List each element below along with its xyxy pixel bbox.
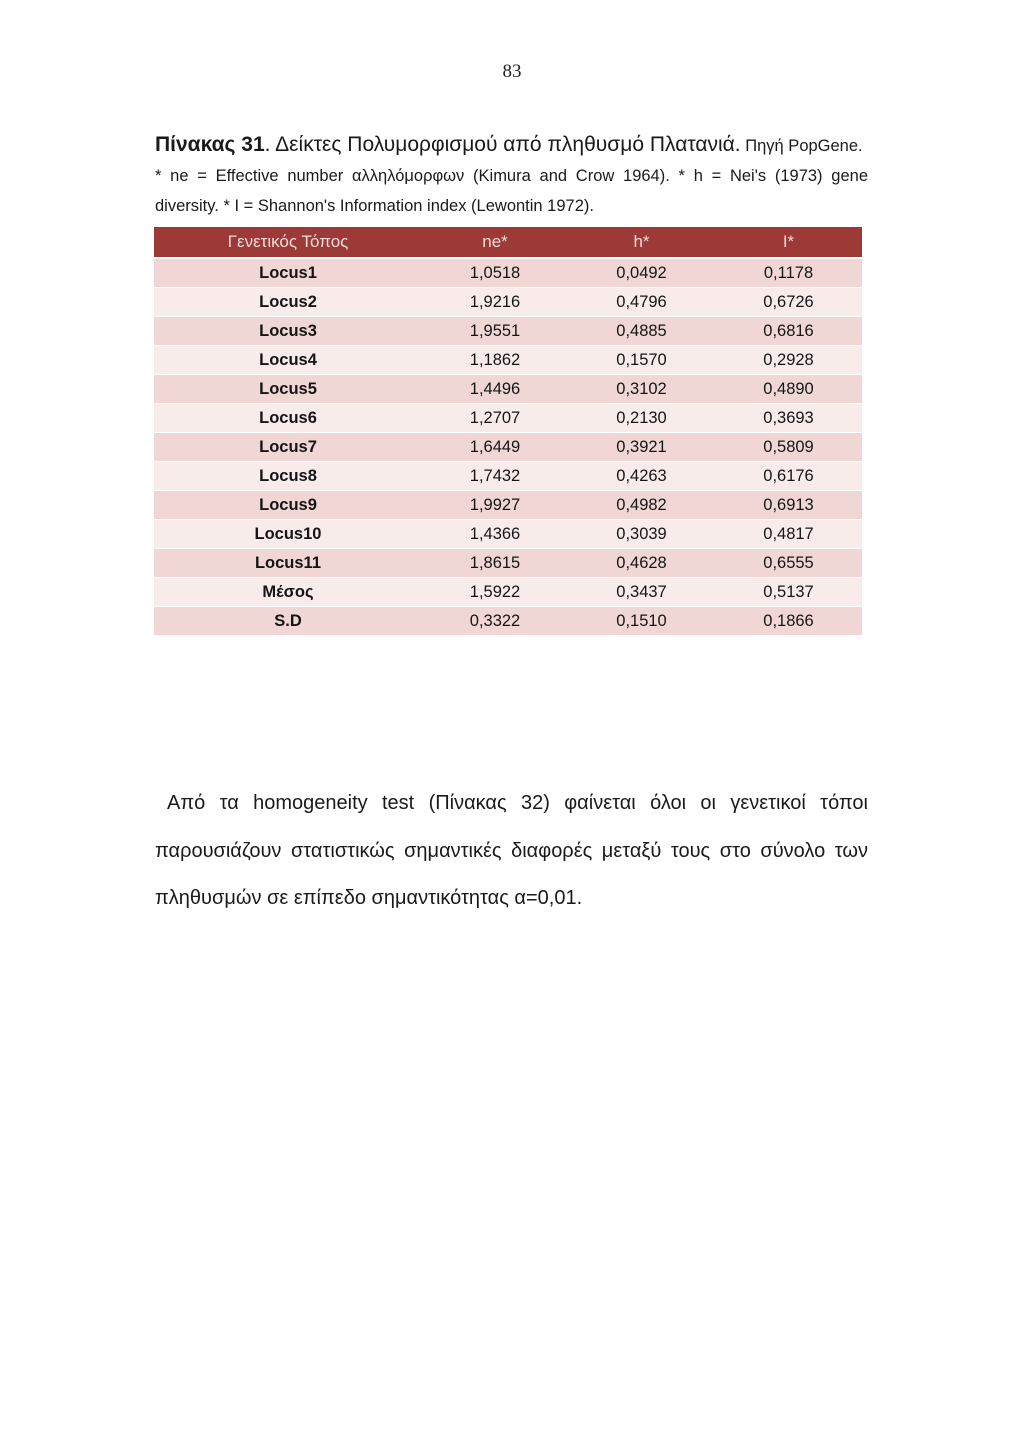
cell-ne: 1,4496 — [422, 375, 568, 404]
table-row — [154, 433, 862, 462]
cell-i: 0,1866 — [715, 607, 862, 636]
cell-ne: 1,5922 — [422, 578, 568, 607]
cell-i: 0,6555 — [715, 549, 862, 578]
cell-i: 0,6726 — [715, 288, 862, 317]
cell-h: 0,3437 — [568, 578, 715, 607]
cell-ne: 1,9927 — [422, 491, 568, 520]
cell-ne: 1,9551 — [422, 317, 568, 346]
cell-i: 0,2928 — [715, 346, 862, 375]
cell-h: 0,4628 — [568, 549, 715, 578]
cell-i: 0,6913 — [715, 491, 862, 520]
table-row — [154, 404, 862, 433]
table-body — [154, 258, 862, 636]
header-i: I* — [715, 227, 862, 258]
table-row — [154, 317, 862, 346]
cell-h: 0,1570 — [568, 346, 715, 375]
polymorphism-table — [154, 227, 862, 636]
cell-ne: 1,4366 — [422, 520, 568, 549]
cell-ne: 1,9216 — [422, 288, 568, 317]
cell-ne: 1,1862 — [422, 346, 568, 375]
cell-h: 0,3039 — [568, 520, 715, 549]
cell-h: 0,3921 — [568, 433, 715, 462]
cell-i: 0,5137 — [715, 578, 862, 607]
cell-ne: 1,8615 — [422, 549, 568, 578]
cell-locus: Locus10 — [154, 520, 422, 549]
caption-title-line — [155, 133, 741, 156]
cell-ne: 1,6449 — [422, 433, 568, 462]
cell-ne: 1,7432 — [422, 462, 568, 491]
cell-i: 0,4890 — [715, 375, 862, 404]
cell-locus: S.D — [154, 607, 422, 636]
cell-locus: Locus1 — [154, 258, 422, 288]
cell-i: 0,4817 — [715, 520, 862, 549]
cell-ne: 1,2707 — [422, 404, 568, 433]
cell-locus: Locus7 — [154, 433, 422, 462]
header-ne: ne* — [422, 227, 568, 258]
table-row — [154, 375, 862, 404]
table-row — [154, 607, 862, 636]
cell-locus: Locus5 — [154, 375, 422, 404]
table-row — [154, 520, 862, 549]
cell-i: 0,6816 — [715, 317, 862, 346]
table-row — [154, 288, 862, 317]
cell-locus: Μέσος — [154, 578, 422, 607]
caption-notes: * ne = Effective number αλληλόμορφων (Kimura and Crow 1964). * h = Nei's (1973) gene diversity. * I = Shannon's Information index (Lewontin 1972). — [155, 167, 868, 215]
cell-i: 0,6176 — [715, 462, 862, 491]
cell-h: 0,4885 — [568, 317, 715, 346]
cell-i: 0,5809 — [715, 433, 862, 462]
table-caption — [155, 130, 868, 221]
cell-h: 0,2130 — [568, 404, 715, 433]
body-paragraph: Από τα homogeneity test (Πίνακας 32) φαίνεται όλοι οι γενετικοί τόποι παρουσιάζουν στατιστικώς σημαντικές διαφορές μεταξύ τους στο σύνολο των πληθυσμών σε επίπεδο σημαντικότητας α=0,01. — [155, 792, 868, 909]
header-h: h* — [568, 227, 715, 258]
page-number: 83 — [502, 61, 522, 82]
cell-h: 0,4982 — [568, 491, 715, 520]
table-row — [154, 258, 862, 288]
cell-h: 0,4796 — [568, 288, 715, 317]
table-row — [154, 462, 862, 491]
cell-locus: Locus8 — [154, 462, 422, 491]
cell-ne: 0,3322 — [422, 607, 568, 636]
table-row — [154, 578, 862, 607]
cell-h: 0,4263 — [568, 462, 715, 491]
caption-label: Πίνακας 31 — [155, 133, 265, 156]
cell-locus: Locus2 — [154, 288, 422, 317]
cell-locus: Locus11 — [154, 549, 422, 578]
cell-locus: Locus4 — [154, 346, 422, 375]
header-locus: Γενετικός Τόπος — [154, 227, 422, 258]
cell-h: 0,1510 — [568, 607, 715, 636]
cell-ne: 1,0518 — [422, 258, 568, 288]
cell-locus: Locus3 — [154, 317, 422, 346]
caption-source: Πηγή PopGene. — [740, 137, 863, 155]
cell-h: 0,0492 — [568, 258, 715, 288]
table-row — [154, 346, 862, 375]
cell-i: 0,3693 — [715, 404, 862, 433]
table-row — [154, 549, 862, 578]
caption-title: . Δείκτες Πολυμορφισμού από πληθυσμό Πλατανιά. — [264, 133, 741, 156]
table-row — [154, 491, 862, 520]
cell-locus: Locus9 — [154, 491, 422, 520]
cell-h: 0,3102 — [568, 375, 715, 404]
table-header-row — [154, 227, 862, 258]
cell-i: 0,1178 — [715, 258, 862, 288]
cell-locus: Locus6 — [154, 404, 422, 433]
